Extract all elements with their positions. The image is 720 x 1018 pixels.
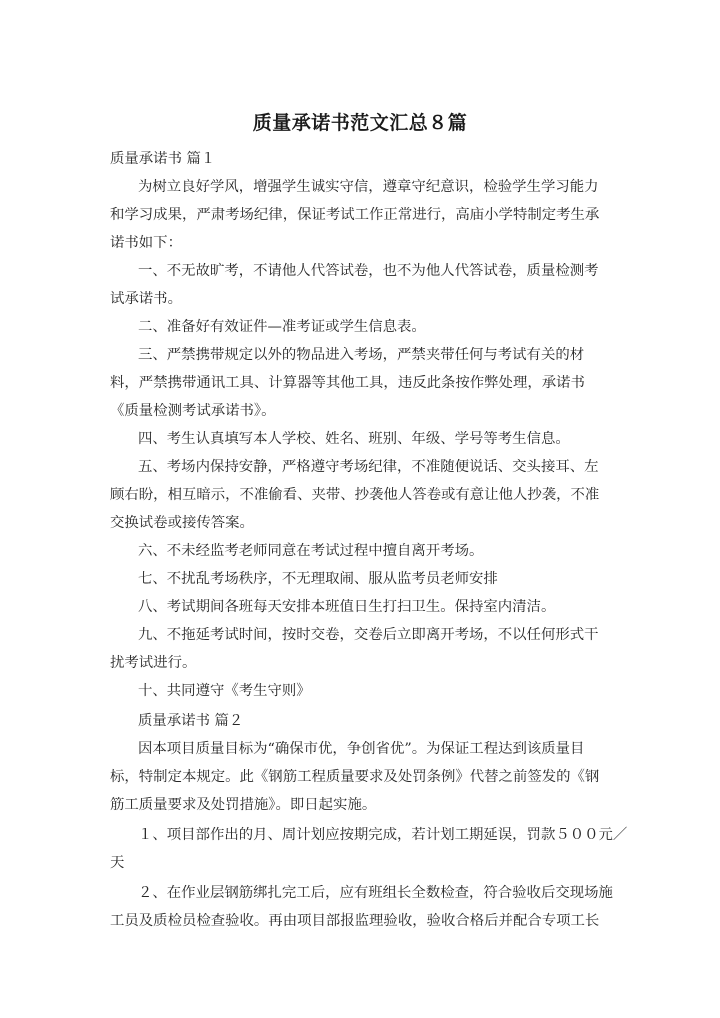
paragraph-line: 和学习成果，严肃考场纪律，保证考试工作正常进行，高庙小学特制定考生承 [110, 207, 600, 223]
paragraph-line: 三、严禁携带规定以外的物品进入考场，严禁夹带任何与考试有关的材 [138, 347, 585, 363]
paragraph-line: 标，特制定本规定。此《钢筋工程质量要求及处罚条例》代替之前签发的《钢 [110, 769, 600, 785]
paragraph-line: 筋工质量要求及处罚措施》。即日起实施。 [110, 797, 377, 813]
paragraph-line: 天 [110, 855, 125, 871]
paragraph-line: 六、不未经监考老师同意在考试过程中擅自离开考场。 [138, 543, 484, 559]
paragraph-line: 因本项目质量目标为“确保市优，争创省优”。为保证工程达到该质量目 [138, 741, 585, 757]
paragraph-line: 九、不拖延考试时间，按时交卷，交卷后立即离开考场，不以任何形式干 [138, 627, 599, 643]
paragraph-line: 试承诺书。 [110, 291, 182, 307]
paragraph-line: 料，严禁携带通讯工具、计算器等其他工具，违反此条按作弊处理，承诺书 [110, 375, 585, 391]
paragraph-line: 为树立良好学风，增强学生诚实守信，遵章守纪意识，检验学生学习能力 [138, 179, 599, 195]
paragraph-line: 工员及质检员检查验收。再由项目部报监理验收，验收合格后并配合专项工长 [110, 913, 600, 929]
paragraph-line: 五、考场内保持安静，严格遵守考场纪律，不准随便说话、交头接耳、左 [138, 459, 599, 475]
paragraph-line: 八、考试期间各班每天安排本班值日生打扫卫生。保持室内清洁。 [138, 599, 556, 615]
document-title: 质量承诺书范文汇总８篇 [252, 112, 468, 134]
paragraph-line: 七、不扰乱考场秩序，不无理取闹、服从监考员老师安排 [138, 571, 498, 587]
paragraph-line: 四、考生认真填写本人学校、姓名、班别、年级、学号等考生信息。 [138, 431, 570, 447]
paragraph-line: 十、共同遵守《考生守则》 [138, 683, 311, 699]
paragraph-line: １、项目部作出的月、周计划应按期完成，若计划工期延误，罚款５００元／ [138, 827, 628, 843]
section-heading-2: 质量承诺书 篇２ [138, 713, 244, 729]
paragraph-line: 扰考试进行。 [110, 655, 197, 671]
paragraph-line: ２、在作业层钢筋绑扎完工后，应有班组长全数检查，符合验收后交现场施 [138, 885, 613, 901]
paragraph-line: 诺书如下： [110, 235, 182, 251]
section-heading-1: 质量承诺书 篇１ [110, 151, 216, 167]
paragraph-line: 交换试卷或接传答案。 [110, 515, 254, 531]
paragraph-line: 《质量检测考试承诺书》。 [110, 403, 276, 419]
paragraph-line: 顾右盼，相互暗示，不准偷看、夹带、抄袭他人答卷或有意让他人抄袭，不准 [110, 487, 600, 503]
paragraph-line: 二、准备好有效证件—准考证或学生信息表。 [138, 319, 426, 335]
paragraph-line: 一、不无故旷考，不请他人代答试卷，也不为他人代答试卷，质量检测考 [138, 263, 599, 279]
